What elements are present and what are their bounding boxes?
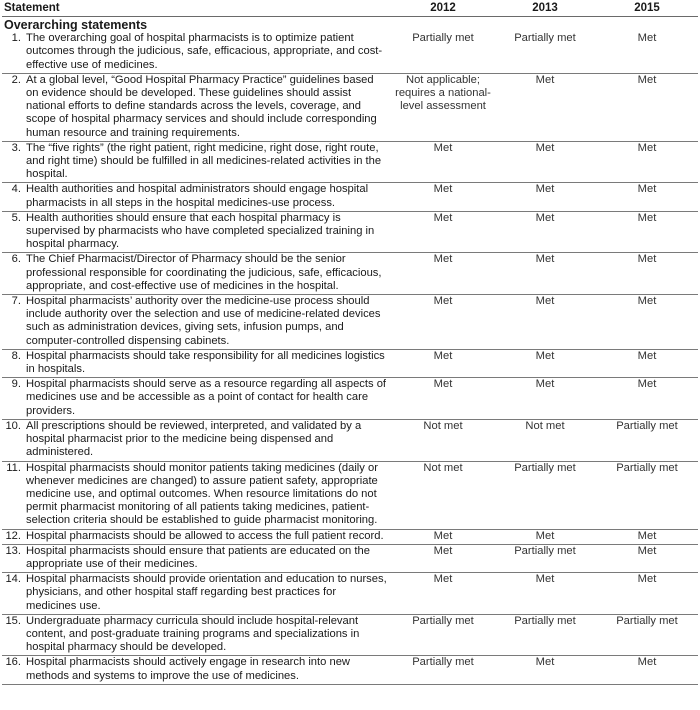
table-row	[2, 32, 698, 73]
table-row	[2, 573, 698, 615]
statement-text: The Chief Pharmacist/Director of Pharmacy should be the senior professional responsible for coordinating the judicious, safe, efficacious, appropriate, and cost-effective use of medicines in the hospital.	[26, 253, 382, 292]
status-2015: Met	[596, 253, 698, 295]
statement-text: Hospital pharmacists’ authority over the medicine-use process should include authority over the selection and use of medicine-related devices such as administration devices, giving sets, infusion pumps, and computer-controlled dispensing cabinets.	[26, 295, 381, 347]
statement-cell	[2, 211, 392, 253]
statement-number: 11.	[6, 461, 21, 474]
status-2015: Met	[596, 295, 698, 350]
statement-number: 4.	[11, 183, 21, 196]
statement-cell	[2, 295, 392, 350]
table-row	[2, 419, 698, 461]
header-2012: 2012	[392, 0, 494, 17]
statement-cell	[2, 656, 392, 684]
status-2012: Met	[392, 211, 494, 253]
statement-text: The overarching goal of hospital pharmacists is to optimize patient outcomes through the judicious, safe, efficacious, appropriate, and cost-effective use of medicines.	[26, 32, 383, 71]
status-2012: Not met	[392, 461, 494, 529]
statement-text: Hospital pharmacists should be allowed to access the full patient record.	[26, 529, 384, 542]
status-2015: Met	[596, 211, 698, 253]
statement-cell	[2, 253, 392, 295]
table-row	[2, 183, 698, 211]
header-statement: Statement	[2, 0, 392, 17]
statement-number: 8.	[11, 349, 21, 362]
status-2013: Met	[494, 573, 596, 615]
status-2013: Met	[494, 253, 596, 295]
statement-number: 13.	[5, 544, 21, 557]
table-row	[2, 529, 698, 544]
statement-cell	[2, 349, 392, 377]
status-2015: Partially met	[596, 461, 698, 529]
status-2013: Met	[494, 183, 596, 211]
status-2015: Partially met	[596, 419, 698, 461]
status-2013: Met	[494, 349, 596, 377]
table-row	[2, 295, 698, 350]
status-2013: Met	[494, 529, 596, 544]
status-2012: Met	[392, 529, 494, 544]
statement-text: All prescriptions should be reviewed, interpreted, and validated by a hospital pharmacist prior to the medicine being dispensed and administered.	[26, 419, 362, 459]
statement-number: 10.	[5, 419, 21, 432]
statement-text: Hospital pharmacists should provide orientation and education to nurses, physicians, and other hospital staff regarding best practices for medicines use.	[26, 573, 387, 612]
statement-cell	[2, 529, 392, 544]
statement-cell	[2, 141, 392, 183]
status-2015: Met	[596, 656, 698, 684]
statement-text: Hospital pharmacists should take responsibility for all medicines logistics in hospitals.	[26, 349, 385, 376]
statement-number: 3.	[11, 141, 21, 154]
statement-text: At a global level, “Good Hospital Pharmacy Practice” guidelines based on evidence should be developed. These guidelines should assist national efforts to define standards across the levels, coverage, and scope of hospital pharmacy services and should include corresponding human resource and training requirements.	[26, 73, 377, 139]
status-2013: Met	[494, 141, 596, 183]
table-row	[2, 253, 698, 295]
status-2012: Met	[392, 349, 494, 377]
statement-number: 5.	[11, 211, 21, 224]
statement-cell	[2, 183, 392, 211]
header-2015: 2015	[596, 0, 698, 17]
status-2012: Met	[392, 253, 494, 295]
status-2012: Met	[392, 295, 494, 350]
table-row	[2, 211, 698, 253]
statement-number: 9.	[11, 378, 21, 391]
status-2012: Met	[392, 544, 494, 572]
header-2013: 2013	[494, 0, 596, 17]
status-2012: Partially met	[412, 32, 474, 45]
status-2012: Met	[392, 141, 494, 183]
status-2012: Partially met	[392, 614, 494, 656]
table-row	[2, 656, 698, 684]
statement-text: Hospital pharmacists should serve as a resource regarding all aspects of medicines use and be accessible as a point of contact for health care providers.	[26, 378, 387, 417]
statement-cell	[2, 378, 392, 420]
status-2015: Met	[596, 529, 698, 544]
table-row	[2, 544, 698, 572]
status-2013: Met	[494, 295, 596, 350]
statement-cell	[2, 573, 392, 615]
statement-text: Hospital pharmacists should actively engage in research into new methods and systems to improve the use of medicines.	[26, 656, 350, 682]
statement-number: 12.	[5, 529, 21, 542]
status-2015: Met	[596, 183, 698, 211]
table-row	[2, 73, 698, 141]
status-2013: Partially met	[514, 32, 576, 45]
status-2015: Met	[596, 141, 698, 183]
statement-text: Health authorities and hospital administrators should engage hospital pharmacists in all steps in the hospital medicines-use process.	[26, 183, 369, 209]
statement-text: Hospital pharmacists should ensure that patients are educated on the appropriate use of their medicines.	[26, 544, 370, 570]
status-2012: Not met	[392, 419, 494, 461]
statement-text: Undergraduate pharmacy curricula should include hospital-relevant content, and post-graduate training programs and specializations in hospital pharmacy should be developed.	[26, 614, 360, 654]
table-row	[2, 378, 698, 420]
status-2013: Not met	[494, 419, 596, 461]
status-2013: Met	[494, 211, 596, 253]
status-2012: Met	[392, 183, 494, 211]
status-2015: Met	[596, 544, 698, 572]
statement-number: 6.	[11, 253, 21, 266]
status-2012: Met	[392, 573, 494, 615]
status-2013: Partially met	[494, 544, 596, 572]
status-2015: Met	[596, 378, 698, 420]
table-row	[2, 141, 698, 183]
table-row	[2, 349, 698, 377]
header-row	[2, 0, 698, 17]
statement-number: 1.	[11, 32, 21, 45]
status-2015: Met	[596, 73, 698, 141]
statement-cell	[2, 461, 392, 529]
status-2013: Met	[494, 656, 596, 684]
table-row	[2, 614, 698, 656]
statement-text: Hospital pharmacists should monitor patients taking medicines (daily or whenever medicines are changed) to assure patient safety, appropriate medicine use, and optimal outcomes. When resource limitations do not permit pharmacist monitoring of all patients taking medicines, patient-selection criteria should be established to guide pharmacist monitoring.	[26, 461, 378, 527]
statement-cell	[2, 32, 392, 73]
statement-number: 7.	[11, 295, 21, 308]
status-2013: Partially met	[494, 461, 596, 529]
status-2013: Met	[494, 378, 596, 420]
status-2012: Not applicable; requires a national-level assessment	[392, 73, 494, 141]
status-2013: Met	[494, 73, 596, 141]
status-2013: Partially met	[494, 614, 596, 656]
statement-cell	[2, 544, 392, 572]
statement-cell	[2, 614, 392, 656]
statements-table	[2, 0, 698, 685]
statement-number: 16.	[5, 656, 21, 669]
statement-number: 15.	[5, 614, 21, 627]
status-2015: Met	[596, 573, 698, 615]
statement-number: 2.	[11, 73, 21, 86]
table-row	[2, 461, 698, 529]
section-title: Overarching statements	[4, 18, 148, 33]
statement-text: Health authorities should ensure that each hospital pharmacy is supervised by pharmacists who have completed specialized training in hospital pharmacy.	[26, 211, 375, 251]
statement-cell	[2, 73, 392, 141]
status-2012: Partially met	[392, 656, 494, 684]
statement-number: 14.	[5, 573, 21, 586]
section-row	[2, 17, 698, 33]
status-2015: Partially met	[596, 614, 698, 656]
status-2015: Met	[637, 32, 657, 45]
statement-cell	[2, 419, 392, 461]
status-2012: Met	[392, 378, 494, 420]
statement-text: The “five rights” (the right patient, right medicine, right dose, right route, and right time) should be fulfilled in all medicines-related activities in the hospital.	[26, 141, 382, 181]
status-2015: Met	[596, 349, 698, 377]
